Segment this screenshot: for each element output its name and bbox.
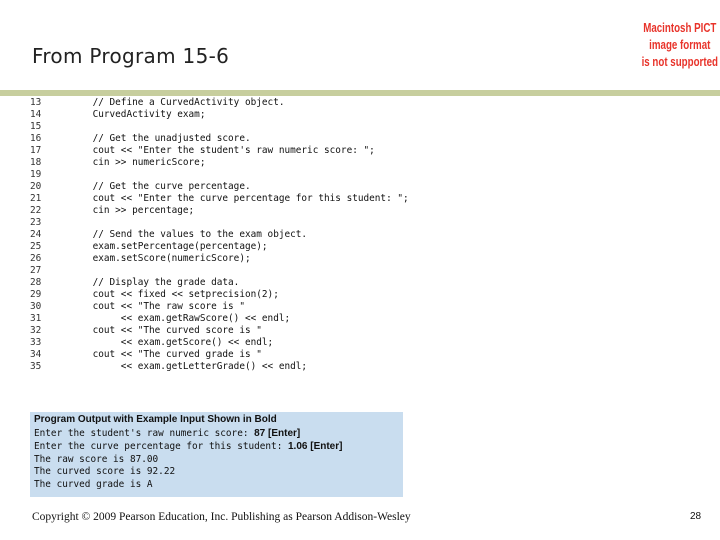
code-line [30,289,420,301]
code-line [30,205,420,217]
line-number: 23 [30,217,42,228]
code-text: // Get the curve percentage. [70,181,251,192]
line-number: 19 [30,169,42,180]
line-number: 13 [30,97,42,108]
code-listing [30,97,420,373]
line-number: 18 [30,157,42,168]
line-number: 22 [30,205,42,216]
code-text: << exam.getScore() << endl; [70,337,274,348]
line-number: 29 [30,289,42,300]
program-output-box [30,412,403,497]
unsupported-image-line: Macintosh PICT [643,21,717,35]
output-line [34,479,342,492]
code-line [30,229,420,241]
code-line [30,169,420,181]
code-text: // Display the grade data. [70,277,240,288]
code-text: exam.setPercentage(percentage); [70,241,268,252]
output-text: The raw score is 87.00 [34,453,159,465]
line-number: 14 [30,109,42,120]
code-line [30,253,420,265]
code-text: cin >> percentage; [70,205,195,216]
line-number: 28 [30,277,42,288]
code-text [70,265,420,277]
slide-title: From Program 15-6 [32,44,230,68]
unsupported-image-line: is not supported [641,55,718,69]
output-text: Enter the curve percentage for this student: [34,440,288,452]
copyright-footer: Copyright © 2009 Pearson Education, Inc. Publishing as Pearson Addison-Wesley [32,511,411,523]
output-text: The curved grade is A [34,479,153,491]
title-divider [0,90,720,96]
code-line [30,157,420,169]
code-text: // Get the unadjusted score. [70,133,251,144]
line-number: 27 [30,265,42,276]
output-line [34,428,342,441]
code-text: cout << "Enter the student's raw numeric score: "; [70,145,375,156]
output-text: The curved score is 92.22 [34,466,176,478]
line-number: 21 [30,193,42,204]
output-line [34,441,342,454]
code-text: cout << fixed << setprecision(2); [70,289,279,300]
code-line [30,97,420,109]
line-number: 17 [30,145,42,156]
output-user-input: 87 [Enter] [254,428,301,439]
code-line [30,193,420,205]
code-text: << exam.getLetterGrade() << endl; [70,361,308,372]
line-number: 16 [30,133,42,144]
code-text: cin >> numericScore; [70,157,206,168]
output-line [34,466,342,479]
code-text: cout << "Enter the curve percentage for this student: "; [70,193,409,204]
program-output-title: Program Output with Example Input Shown in Bold [34,414,277,425]
line-number: 24 [30,229,42,240]
line-number: 26 [30,253,42,264]
code-line [30,277,420,289]
output-text: Enter the student's raw numeric score: [34,428,255,439]
code-text: cout << "The raw score is " [70,301,245,312]
line-number: 25 [30,241,42,252]
code-line [30,325,420,337]
code-text: cout << "The curved score is " [70,325,262,336]
code-line [30,109,420,121]
code-line [30,121,420,133]
code-text: << exam.getRawScore() << endl; [70,313,291,324]
line-number: 35 [30,361,42,372]
code-text: cout << "The curved grade is " [70,349,262,360]
code-text [70,217,420,229]
code-text [70,169,420,181]
code-text: // Send the values to the exam object. [70,229,308,240]
line-number: 15 [30,121,42,132]
page-number: 28 [690,511,702,522]
code-line [30,241,420,253]
code-line [30,133,420,145]
line-number: 33 [30,337,42,348]
line-number: 34 [30,349,42,360]
line-number: 32 [30,325,42,336]
code-text: CurvedActivity exam; [70,109,206,120]
code-line [30,337,420,349]
line-number: 31 [30,313,42,324]
line-number: 20 [30,181,42,192]
program-output-lines [34,428,342,492]
unsupported-image-text [640,20,720,71]
output-line [34,454,342,467]
code-line [30,145,420,157]
unsupported-image-placeholder [640,20,720,71]
code-line [30,181,420,193]
output-user-input: 1.06 [Enter] [288,440,343,452]
code-text [70,121,420,133]
code-line [30,301,420,313]
line-number: 30 [30,301,42,312]
code-text: // Define a CurvedActivity object. [70,97,285,108]
code-line [30,349,420,361]
code-line [30,361,420,373]
unsupported-image-line: image format [649,38,711,52]
code-line [30,265,420,277]
code-line [30,217,420,229]
code-text: exam.setScore(numericScore); [70,253,251,264]
code-line [30,313,420,325]
